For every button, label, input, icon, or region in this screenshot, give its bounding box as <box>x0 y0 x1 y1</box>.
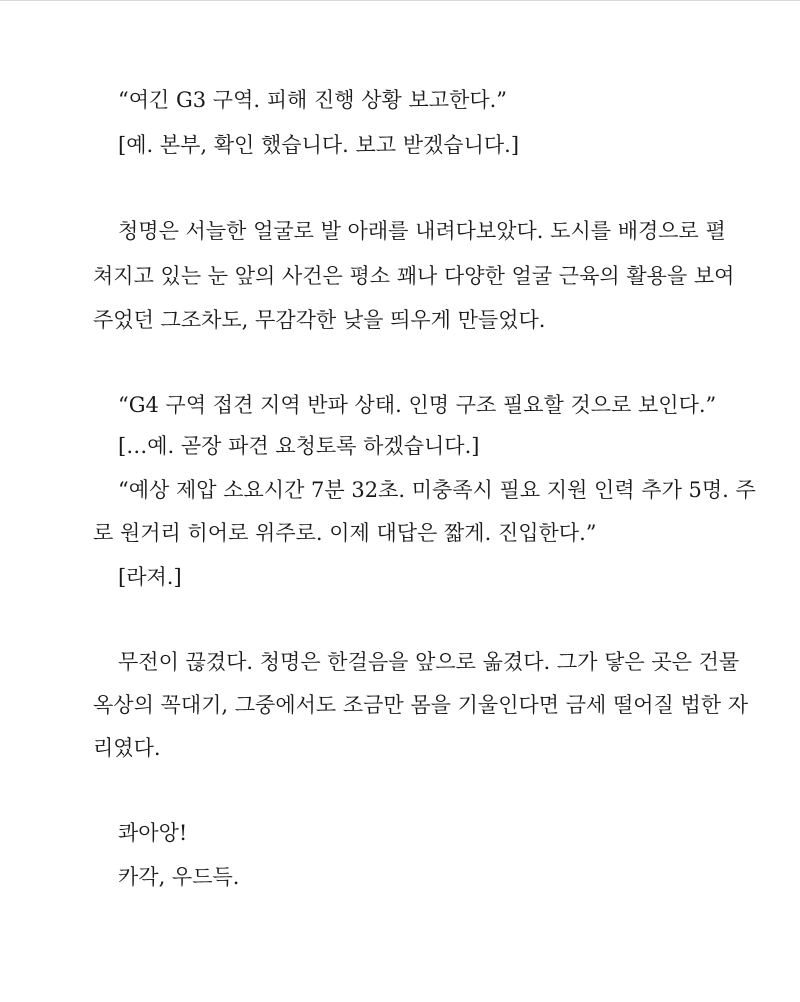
sound-effect-line: 카각, 우드득. <box>118 865 240 889</box>
paragraph-line: 리였다. <box>93 736 161 760</box>
dialogue-line: “G4 구역 접견 지역 반파 상태. 인명 구조 필요할 것으로 보인다.” <box>118 393 717 417</box>
dialogue-line: 로 원거리 히어로 위주로. 이제 대답은 짧게. 진입한다.” <box>93 521 597 545</box>
paragraph-line: 주었던 그조차도, 무감각한 낮을 띄우게 만들었다. <box>93 308 546 332</box>
sound-effect-line: 콰아앙! <box>118 821 188 845</box>
paragraph-line: 옥상의 꼭대기, 그중에서도 조금만 몸을 기울인다면 금세 떨어질 법한 자 <box>93 693 749 717</box>
paragraph-line: 무전이 끊겼다. 청명은 한걸음을 앞으로 옮겼다. 그가 닿은 곳은 건물 <box>118 650 740 674</box>
radio-reply-line: [라져.] <box>118 565 182 589</box>
radio-reply-line: [예. 본부, 확인 했습니다. 보고 받겠습니다.] <box>118 133 520 157</box>
radio-reply-line: […예. 곧장 파견 요청토록 하겠습니다.] <box>118 434 480 458</box>
paragraph-line: 청명은 서늘한 얼굴로 발 아래를 내려다보았다. 도시를 배경으로 펼 <box>118 219 726 243</box>
paragraph-line: 쳐지고 있는 눈 앞의 사건은 평소 꽤나 다양한 얼굴 근육의 활용을 보여 <box>93 264 735 288</box>
dialogue-line: “여긴 G3 구역. 피해 진행 상황 보고한다.” <box>118 88 508 112</box>
dialogue-line: “예상 제압 소요시간 7분 32초. 미충족시 필요 지원 인력 추가 5명. 주 <box>118 478 756 502</box>
